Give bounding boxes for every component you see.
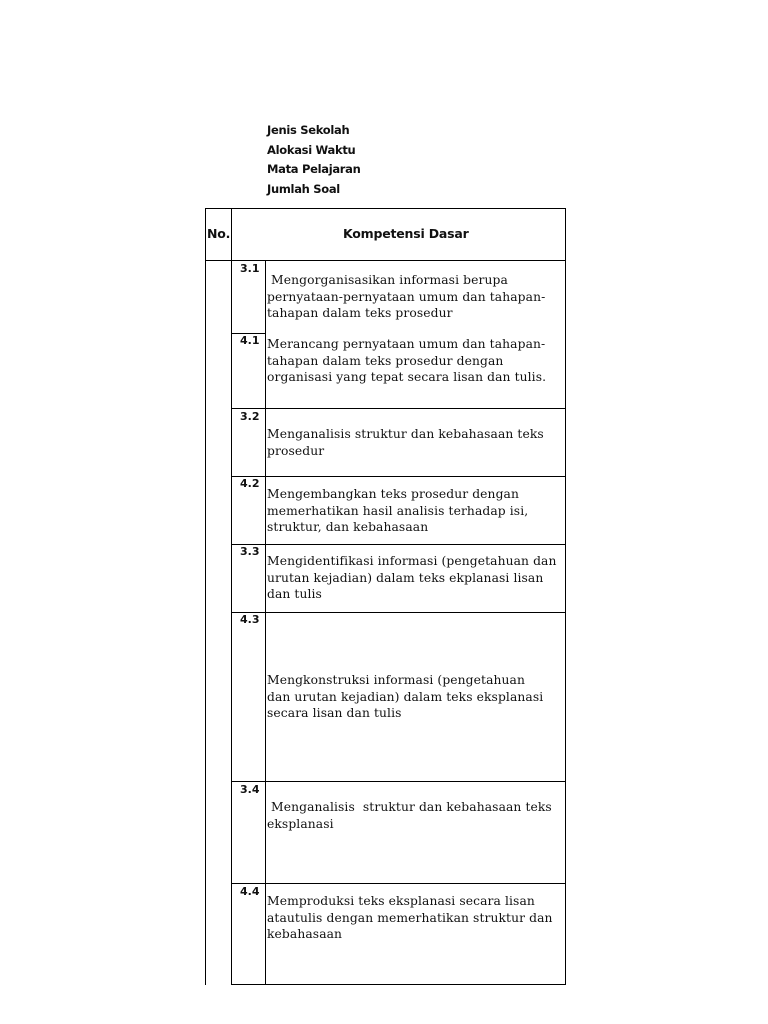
row-code: 3.2 — [240, 410, 260, 423]
header-kompetensi-dasar: Kompetensi Dasar — [343, 226, 469, 241]
row-divider — [231, 883, 566, 884]
body-border-right — [565, 260, 566, 985]
table-border-top — [205, 208, 566, 209]
table-header-border-right — [565, 208, 566, 261]
row-code: 3.1 — [240, 262, 260, 275]
body-col-left — [231, 260, 232, 985]
row-code: 4.4 — [240, 885, 260, 898]
row-divider — [231, 781, 566, 782]
meta-label-subject: Mata Pelajaran — [267, 162, 361, 176]
header-no: No. — [207, 226, 231, 241]
row-code: 3.4 — [240, 783, 260, 796]
row-text: Memproduksi teks eksplanasi secara lisan atautulis dengan memerhatikan struktur dan kebahasaan — [267, 894, 553, 942]
table-border-left — [205, 208, 206, 985]
row-code: 4.3 — [240, 613, 260, 626]
row-code: 3.3 — [240, 545, 260, 558]
row-text: Mengorganisasikan informasi berupa pernyataan-pernyataan umum dan tahapan-tahapan dalam teks prosedur — [267, 273, 546, 321]
row-divider — [231, 544, 566, 545]
document-meta — [267, 121, 361, 199]
row-text: Mengembangkan teks prosedur dengan memerhatikan hasil analisis terhadap isi, struktur, dan kebahasaan — [267, 487, 529, 535]
row-divider — [231, 612, 566, 613]
body-col-code-divider — [265, 260, 266, 985]
row-text: Merancang pernyataan umum dan tahapan-tahapan dalam teks prosedur dengan organisasi yang tepat secara lisan dan tulis. — [267, 337, 547, 385]
row-text: Menganalisis struktur dan kebahasaan teks prosedur — [267, 427, 544, 458]
row-divider — [231, 408, 566, 409]
meta-label-school-type: Jenis Sekolah — [267, 123, 350, 137]
table-border-bottom — [231, 984, 566, 985]
table-header-divider — [205, 260, 566, 261]
meta-label-time-allocation: Alokasi Waktu — [267, 142, 356, 157]
row-text: Mengkonstruksi informasi (pengetahuan dan urutan kejadian) dalam teks eksplanasi secara lisan dan tulis — [267, 673, 544, 721]
table-header-col-divider — [231, 208, 232, 261]
row-code: 4.2 — [240, 477, 260, 490]
row-code: 4.1 — [240, 334, 260, 347]
row-text: Mengidentifikasi informasi (pengetahuan dan urutan kejadian) dalam teks ekplanasi lisan dan tulis — [267, 554, 557, 602]
meta-label-question-count: Jumlah Soal — [267, 181, 340, 196]
row-divider — [231, 476, 566, 477]
row-text: Menganalisis struktur dan kebahasaan teks eksplanasi — [267, 800, 560, 831]
